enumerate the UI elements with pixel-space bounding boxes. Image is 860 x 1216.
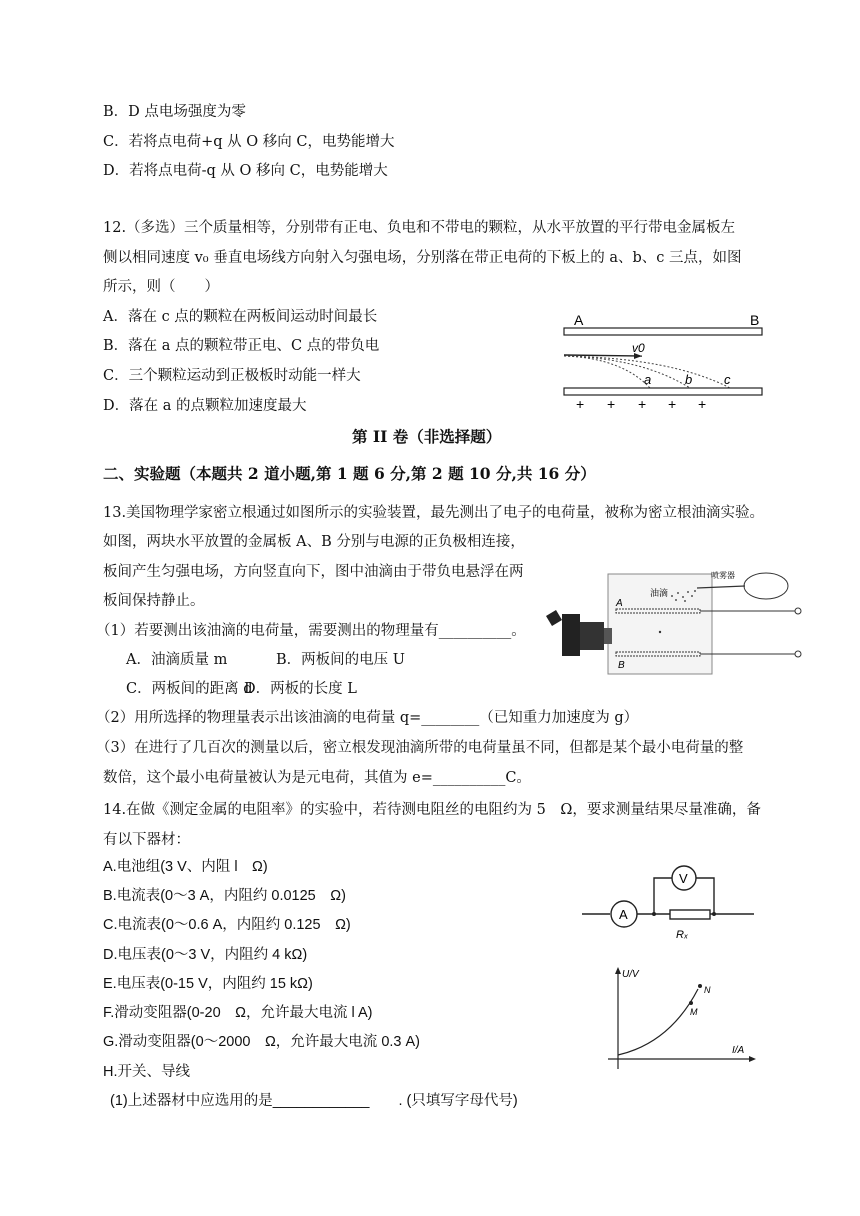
- q13-line-4: 板间保持静止。: [103, 593, 205, 609]
- oil-drop: [659, 631, 661, 633]
- q13-sub2: （2）用所选择的物理量表示出该油滴的电荷量 q=________（已知重力加速度为 g）: [96, 710, 639, 726]
- q14-item: F.滑动变阻器(0-20 Ω，允许最大电流 l A): [103, 1005, 373, 1021]
- q14-sub1: (1)上述器材中应选用的是____________ . (只填写字母代号): [110, 1093, 518, 1109]
- q13-option-c: C．两板间的距离 d: [126, 681, 253, 697]
- ammeter-label: A: [619, 907, 628, 922]
- terminal-a: [795, 608, 801, 614]
- plus-sign: +: [638, 396, 647, 412]
- resistor-label: Rₓ: [676, 929, 689, 941]
- plate-a-label: A: [616, 598, 623, 609]
- top-plate: [564, 328, 762, 335]
- x-axis-label: I/A: [732, 1045, 745, 1056]
- sprayer-label: 喷雾器: [711, 571, 735, 580]
- plate-label-a: A: [574, 312, 584, 328]
- plus-sign: +: [576, 396, 585, 412]
- microscope-icon: [546, 610, 612, 656]
- terminal-b: [795, 651, 801, 657]
- trajectory-b: [564, 356, 693, 388]
- point-n-label: N: [704, 985, 711, 995]
- q14-item: B.电流表(0～3 A，内阻约 0.0125 Ω): [103, 888, 346, 904]
- q12-stem-line-2: 侧以相同速度 v₀ 垂直电场线方向射入匀强电场，分别落在带正电荷的下板上的 a、b、c 三点，如图: [103, 250, 742, 266]
- sprayer-bulb: [744, 573, 788, 599]
- measurement-circuit: [582, 858, 758, 944]
- q12-plates-figure: [562, 308, 770, 414]
- entry-path: [564, 355, 642, 356]
- q11-option-b: B．D 点电场强度为零: [103, 104, 246, 120]
- q14-item: C.电流表(0～0.6 A，内阻约 0.125 Ω): [103, 917, 351, 933]
- point-m: [689, 1001, 693, 1005]
- q12-option-a: A．落在 c 点的颗粒在两板间运动时间最长: [103, 309, 378, 325]
- x-axis-arrow-icon: [749, 1056, 756, 1062]
- section-heading: 二、实验题（本题共 2 道小题,第 1 题 6 分,第 2 题 10 分,共 16 分）: [103, 464, 596, 483]
- u-i-curve: [618, 989, 698, 1055]
- bottom-plate: [564, 388, 762, 395]
- wire: [696, 878, 714, 914]
- resistor-icon: [670, 910, 710, 919]
- plus-sign: +: [668, 396, 677, 412]
- q11-option-c: C．若将点电荷+q 从 O 移向 C，电势能增大: [103, 134, 395, 150]
- q14-line-2: 有以下器材：: [103, 832, 190, 848]
- point-label-c: c: [724, 372, 731, 387]
- q12-stem-line-3: 所示，则（ ）: [103, 279, 219, 295]
- plus-sign: +: [698, 396, 707, 412]
- point-label-a: a: [644, 372, 652, 387]
- q13-sub1: （1）若要测出该油滴的电荷量，需要测出的物理量有__________。: [96, 623, 526, 639]
- plus-sign: +: [607, 396, 616, 412]
- millikan-apparatus-figure: [532, 566, 804, 680]
- q14-item: E.电压表(0-15 V，内阻约 15 kΩ): [103, 976, 313, 992]
- q13-option-b: B．两板间的电压 U: [276, 652, 405, 668]
- q12-option-c: C．三个颗粒运动到正极板时动能一样大: [103, 368, 361, 384]
- q13-sub3-line-1: （3）在进行了几百次的测量以后，密立根发现油滴所带的电荷量虽不同，但都是某个最小电荷量的整: [96, 740, 744, 756]
- q14-item: D.电压表(0～3 V，内阻约 4 kΩ): [103, 947, 308, 963]
- q12-option-d: D．落在 a 的点颗粒加速度最大: [103, 398, 307, 414]
- voltmeter-label: V: [679, 871, 688, 886]
- v0-label: v0: [632, 341, 645, 355]
- u-i-graph: [600, 963, 760, 1075]
- plate-b-label: B: [618, 660, 625, 671]
- q12-stem-line-1: 12.（多选）三个质量相等，分别带有正电、负电和不带电的颗粒，从水平放置的平行带电金属板左: [103, 220, 736, 236]
- trajectory-a: [564, 356, 650, 388]
- q13-option-d: D．两板的长度 L: [244, 681, 357, 697]
- q14-item: G.滑动变阻器(0～2000 Ω，允许最大电流 0.3 A): [103, 1034, 421, 1050]
- wire: [654, 878, 672, 914]
- q12-option-b: B．落在 a 点的颗粒带正电、C 点的带负电: [103, 338, 380, 354]
- plate-label-b: B: [750, 312, 760, 328]
- q13-line-3: 板间产生匀强电场，方向竖直向下，图中油滴由于带负电悬浮在两: [103, 564, 524, 580]
- q11-option-d: D．若将点电荷-q 从 O 移向 C，电势能增大: [103, 163, 388, 179]
- q13-sub3-line-2: 数倍，这个最小电荷量被认为是元电荷，其值为 e=__________C。: [103, 770, 531, 786]
- oil-drop-label: 油滴: [650, 588, 669, 598]
- q13-line-1: 13.美国物理学家密立根通过如图所示的实验装置，最先测出了电子的电荷量，被称为密立根油滴实验。: [103, 505, 765, 521]
- point-m-label: M: [690, 1007, 698, 1017]
- q14-item: H.开关、导线: [103, 1064, 190, 1080]
- section-title: 第 II 卷（非选择题）: [352, 427, 502, 446]
- y-axis-label: U/V: [622, 969, 639, 980]
- point-n: [698, 984, 702, 988]
- q14-item: A.电池组(3 V、内阻 l Ω): [103, 859, 268, 875]
- point-label-b: b: [685, 372, 693, 387]
- q13-line-2: 如图，两块水平放置的金属板 A、B 分别与电源的正负极相连接，: [103, 534, 525, 550]
- y-axis-arrow-icon: [615, 967, 621, 974]
- q13-option-a: A．油滴质量 m: [126, 652, 228, 668]
- q14-line-1: 14.在做《测定金属的电阻率》的实验中，若待测电阻丝的电阻约为 5 Ω，要求测量结果尽量准确，备: [103, 802, 761, 818]
